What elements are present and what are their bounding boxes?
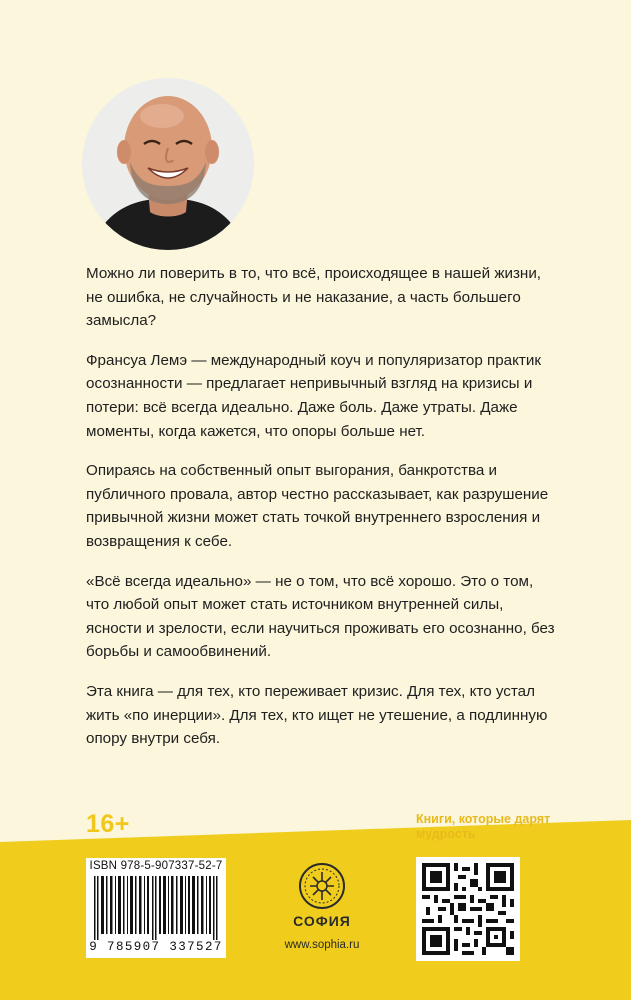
paragraph-5: Эта книга — для тех, кто переживает кризис. Для тех, кто устал жить «по инерции». Для тех, кто ищет не утешение, а подлинную опору внутри себя. — [86, 682, 548, 748]
isbn-label: ISBN 978-5-907337-52-7 — [89, 860, 223, 872]
publisher-logo-icon — [298, 862, 346, 910]
barcode-icon — [92, 876, 220, 940]
publisher-website[interactable]: www.sophia.ru — [284, 939, 360, 951]
paragraph-4: «Всё всегда идеально» — не о том, что всё хорошо. Это о том, что любой опыт может стать источником внутренней силы, ясности и зрелости, если научиться проживать его осознанно, без борьбы и самообвинений. — [86, 572, 555, 661]
publisher-tagline: Книги, которые дарят мудрость — [416, 812, 551, 841]
qr-code[interactable] — [416, 857, 520, 961]
description-text — [86, 262, 556, 767]
author-portrait-illustration — [82, 78, 254, 250]
barcode-number: 9 785907 337527 — [89, 940, 223, 954]
barcode-block — [86, 858, 226, 958]
paragraph-2: Франсуа Лемэ — международный коуч и популяризатор практик осознанности — предлагает непривычный взгляд на кризисы и потери: всё всегда идеально. Даже боль. Даже утраты. Даже моменты, когда кажется, что опоры больше нет. — [86, 351, 542, 440]
author-photo — [82, 78, 254, 250]
qr-code-icon — [422, 863, 514, 955]
paragraph-1: Можно ли поверить в то, что всё, происходящее в нашей жизни, не ошибка, не случайность и не наказание, а часть большего замысла? — [86, 265, 542, 330]
paragraph-3: Опираясь на собственный опыт выгорания, банкротства и публичного провала, автор честно рассказывает, как разрушение привычной жизни может стать точкой внутреннего взросления и возвращения к себе. — [86, 462, 549, 550]
age-rating: 16+ — [86, 810, 130, 838]
publisher-name: СОФИЯ — [293, 913, 351, 929]
